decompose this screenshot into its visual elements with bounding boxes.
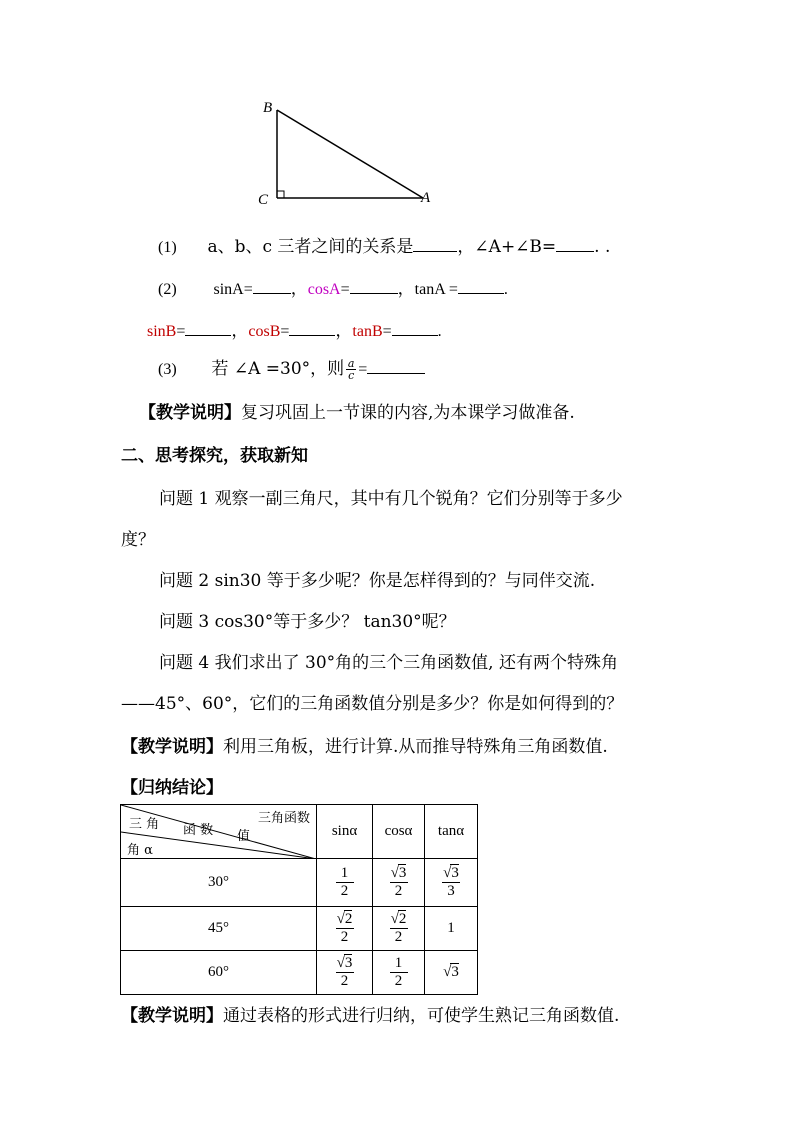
tana-label: tanA = — [414, 281, 458, 298]
col-header-sin: sinα — [317, 805, 373, 859]
separator: ， — [290, 279, 308, 299]
table-header-diagonal-cell — [121, 805, 317, 859]
sina-label: sinA= — [213, 281, 253, 298]
equals: = — [280, 323, 290, 340]
question-3-number: (3) — [158, 361, 177, 378]
equals: = — [176, 323, 186, 340]
right-triangle-figure — [255, 100, 445, 215]
problem-1-line2: 度？ — [121, 530, 155, 550]
value-cell: $\frac{√3}{2}$ — [373, 859, 425, 907]
header-mid-2: 函 数 — [183, 823, 214, 838]
answer-blank[interactable] — [185, 321, 231, 336]
vertex-label-a: A — [421, 190, 431, 206]
problem-1-line1: 问题 1 观察一副三角尺，其中有几个锐角？它们分别等于多少 — [159, 489, 623, 509]
angle-cell: 45° — [121, 907, 317, 951]
teaching-note-text: 通过表格的形式进行归纳，可使学生熟记三角函数值. — [223, 1006, 620, 1026]
header-angle: 角 α — [127, 843, 153, 858]
equals: = — [340, 281, 350, 298]
answer-blank[interactable] — [458, 279, 504, 294]
teaching-note-text: 复习巩固上一节课的内容,为本课学习做准备. — [241, 403, 575, 423]
question-1-text: a、b、c 三者之间的关系是 — [207, 237, 414, 257]
question-2b — [147, 316, 442, 341]
teaching-note-label: 【教学说明】 — [139, 403, 241, 423]
equals: = — [358, 361, 368, 378]
value-cell: $\frac{√2}{2}$ — [317, 907, 373, 951]
header-mid-3: 值 — [237, 829, 251, 844]
separator: ， — [231, 321, 249, 341]
vertex-label-c: C — [258, 192, 269, 208]
question-2-number: (2) — [158, 281, 177, 298]
value-cell: $\frac{√3}{2}$ — [317, 951, 373, 995]
question-1-end: . . — [594, 237, 611, 257]
problem-4-line2: ——45°、60°，它们的三角函数值分别是多少？你是如何得到的？ — [121, 694, 624, 714]
equals: = — [382, 323, 392, 340]
problem-3: 问题 3 cos30°等于多少？ tan30°呢？ — [159, 612, 456, 632]
header-mid-1: 三 角 — [129, 817, 160, 832]
table-row — [121, 951, 478, 995]
question-1 — [158, 232, 610, 257]
angle-cell: 30° — [121, 859, 317, 907]
teaching-note-label: 【教学说明】 — [121, 737, 223, 757]
teaching-note-label: 【教学说明】 — [121, 1006, 223, 1026]
value-cell: $\frac{1}{2}$ — [373, 951, 425, 995]
answer-blank[interactable] — [350, 279, 398, 294]
problem-4-line1: 问题 4 我们求出了 30°角的三个三角函数值, 还有两个特殊角 — [159, 653, 618, 673]
value-cell: $\frac{√2}{2}$ — [373, 907, 425, 951]
teaching-note-3 — [121, 1001, 619, 1026]
sinb-label: sinB — [147, 323, 177, 340]
fraction-numerator: a — [347, 357, 355, 370]
answer-blank[interactable] — [413, 237, 457, 252]
answer-blank[interactable] — [253, 279, 291, 294]
question-1-number: (1) — [158, 239, 177, 256]
table-row — [121, 859, 478, 907]
answer-blank[interactable] — [289, 321, 335, 336]
vertex-label-b: B — [263, 100, 273, 116]
value-cell: $\frac{1}{2}$ — [317, 859, 373, 907]
answer-blank[interactable] — [556, 237, 594, 252]
teaching-note-1 — [139, 398, 575, 423]
value-cell: 1 — [425, 907, 478, 951]
cosa-label: cosA — [307, 281, 341, 298]
fraction-a-over-c — [346, 358, 356, 381]
answer-blank[interactable] — [367, 359, 425, 374]
value-cell: √3 — [425, 951, 478, 995]
col-header-cos: cosα — [373, 805, 425, 859]
table-row — [121, 907, 478, 951]
section-title: 二、思考探究，获取新知 — [121, 446, 308, 466]
period: . — [503, 281, 508, 298]
problem-2: 问题 2 sin30 等于多少呢？你是怎样得到的？与同伴交流. — [159, 571, 596, 591]
cosb-label: cosB — [248, 323, 281, 340]
answer-blank[interactable] — [392, 321, 438, 336]
header-trig-function: 三角函数 — [257, 811, 310, 826]
question-2 — [158, 274, 508, 299]
teaching-note-2 — [121, 732, 608, 757]
separator: ， — [397, 279, 415, 299]
conclusion-title: 【归纳结论】 — [121, 778, 223, 798]
question-1-text-angle: ，∠A+∠B= — [457, 237, 557, 257]
question-3 — [158, 354, 425, 381]
tanb-label: tanB — [352, 323, 383, 340]
question-3-text: 若 ∠A =30°，则 — [211, 359, 345, 379]
angle-cell: 60° — [121, 951, 317, 995]
trig-values-table — [120, 804, 478, 995]
period: . — [437, 323, 442, 340]
value-cell: $\frac{√3}{3}$ — [425, 859, 478, 907]
teaching-note-text: 利用三角板，进行计算.从而推导特殊角三角函数值. — [223, 737, 608, 757]
col-header-tan: tanα — [425, 805, 478, 859]
separator: ， — [335, 321, 353, 341]
fraction-denominator: c — [348, 369, 355, 382]
